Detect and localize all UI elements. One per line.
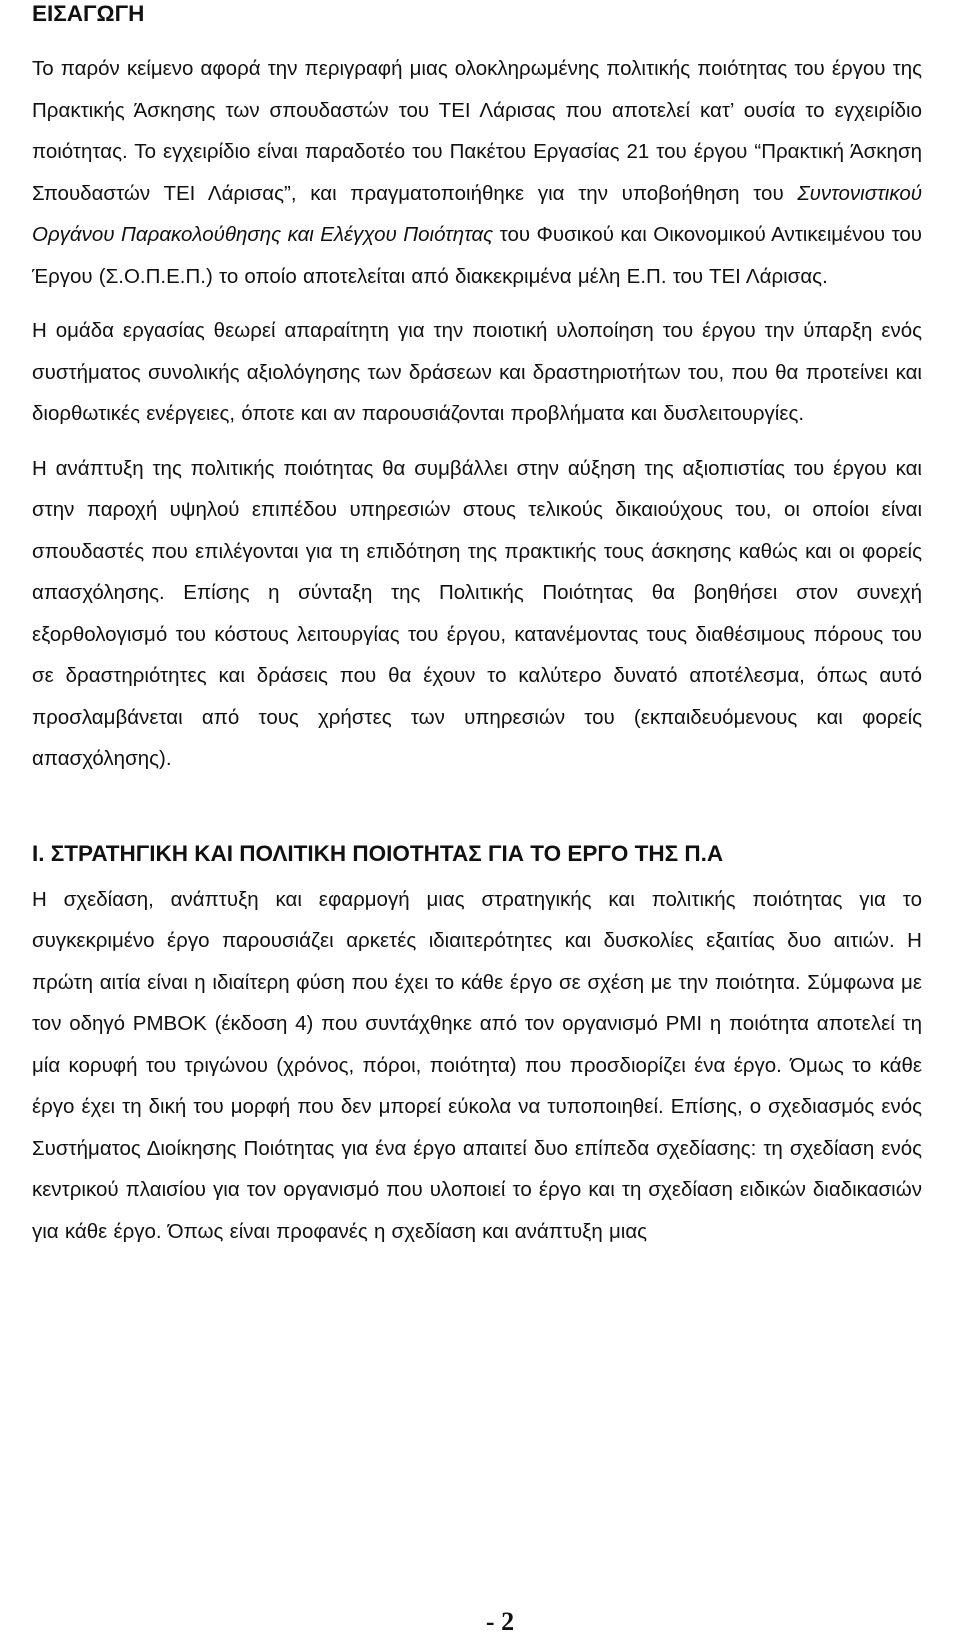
- intro-p1-text-b: του Φυσικού και Οικονομικού Αντικειμένου του Έργου (Σ.Ο.Π.Ε.Π.) το οποίο αποτελείται από διακεκριμένα μέλη Ε.Π. του ΤΕΙ Λάρισας.: [32, 223, 922, 288]
- document-page: [32, 0, 922, 1252]
- intro-p1-text-a: Το παρόν κείμενο αφορά την περιγραφή μιας ολοκληρωμένης πολιτικής ποιότητας του έργου της Πρακτικής Άσκησης των σπουδαστών του ΤΕΙ Λάρισας που αποτελεί κατ’ ουσία το εγχειρίδιο ποιότητας. Το εγχειρίδιο είναι παραδοτέο του Πακέτου Εργασίας 21 του έργου “Πρακτική Άσκηση Σπουδαστών ΤΕΙ Λάρισας”, και πραγματοποιήθηκε για την υποβοήθηση του: [32, 57, 922, 205]
- section-heading: Ι. ΣΤΡΑΤΗΓΙΚΗ ΚΑΙ ΠΟΛΙΤΙΚΗ ΠΟΙΟΤΗΤΑΣ ΓΙΑ ΤΟ ΕΡΓΟ ΤΗΣ Π.Α: [32, 840, 724, 866]
- intro-paragraph-3: Η ανάπτυξη της πολιτικής ποιότητας θα συμβάλλει στην αύξηση της αξιοπιστίας του έργου και στην παροχή υψηλού επιπέδου υπηρεσιών στους τελικούς δικαιούχους του, οι οποίοι είναι σπουδαστές που επιλέγονται για τη επιδότηση της πρακτικής τους άσκησης καθώς και οι φορείς απασχόλησης. Επίσης η σύνταξη της Πολιτικής Ποιότητας θα βοηθήσει στον συνεχή εξορθολογισμό του κόστους λειτουργίας του έργου, κατανέμοντας τους διαθέσιμους πόρους του σε δραστηριότητες και δράσεις που θα έχουν το καλύτερο δυνατό αποτέλεσμα, όπως αυτό προσλαμβάνεται από τους χρήστες των υπηρεσιών του (εκπαιδευόμενους και φορείς απασχόλησης).: [32, 456, 922, 770]
- intro-paragraph-2: Η ομάδα εργασίας θεωρεί απαραίτητη για την ποιοτική υλοποίηση του έργου την ύπαρξη ενός συστήματος συνολικής αξιολόγησης των δράσεων και δραστηριοτήτων του, που θα προτείνει και διορθωτικές ενέργειες, όποτε και αν παρουσιάζονται προβλήματα και δυσλειτουργίες.: [32, 319, 922, 425]
- section-paragraph-1: Η σχεδίαση, ανάπτυξη και εφαρμογή μιας στρατηγικής και πολιτικής ποιότητας για το συγκεκριμένο έργο παρουσιάζει αρκετές ιδιαιτερότητες και δυσκολίες εξαιτίας δυο αιτιών. Η πρώτη αιτία είναι η ιδιαίτερη φύση που έχει το κάθε έργο σε σχέση με την ποιότητα. Σύμφωνα με τον οδηγό PMBOK (έκδοση 4) που συντάχθηκε από τον οργανισμό PMI η ποιότητα αποτελεί τη μία κορυφή του τριγώνου (χρόνος, πόροι, ποιότητα) που προσδιορίζει ένα έργο. Όμως το κάθε έργο έχει τη δική του μορφή που δεν μπορεί εύκολα να τυποποιηθεί. Επίσης, ο σχεδιασμός ενός Συστήματος Διοίκησης Ποιότητας για ένα έργο απαιτεί δυο επίπεδα σχεδίασης: τη σχεδίαση ενός κεντρικού πλαισίου για τον οργανισμό που υλοποιεί το έργο και τη σχεδίαση ειδικών διαδικασιών για κάθε έργο. Όπως είναι προφανές η σχεδίαση και ανάπτυξη μιας: [32, 887, 922, 1243]
- intro-p1-italic: Συντονιστικού Οργάνου Παρακολούθησης και Ελέγχου Ποιότητας: [32, 181, 922, 246]
- intro-paragraph-1: [32, 48, 922, 297]
- page-number: - 2: [485, 1607, 515, 1636]
- intro-heading: ΕΙΣΑΓΩΓΗ: [32, 1, 145, 26]
